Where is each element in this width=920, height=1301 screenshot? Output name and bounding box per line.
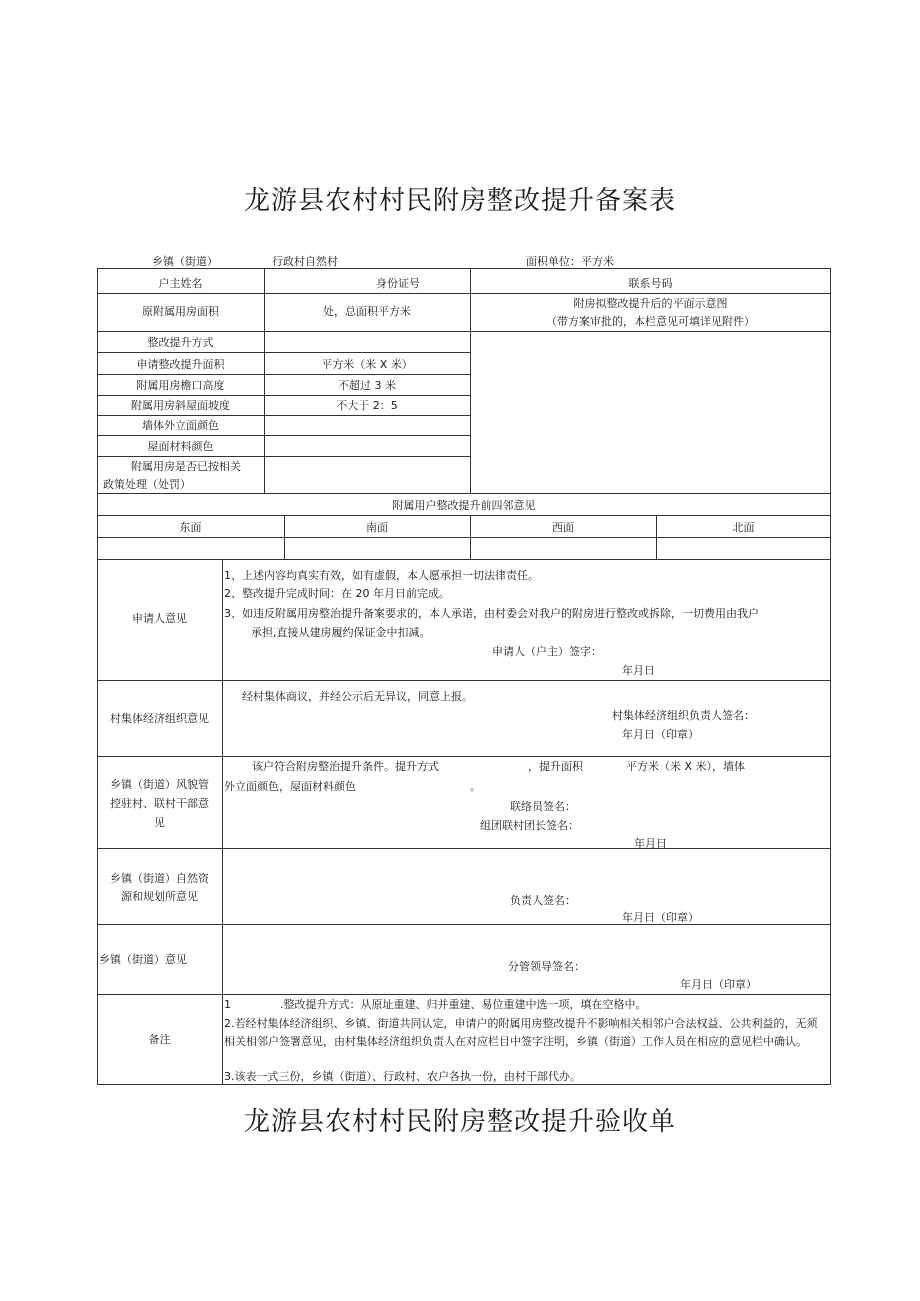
method-label: 整改提升方式 — [147, 336, 214, 349]
header-area-unit: 面积单位：平方米 — [526, 255, 614, 268]
roof-slope-label: 附属用房斜屋面坡度 — [131, 399, 230, 412]
original-area-label: 原附属用房面积 — [142, 305, 219, 318]
town-team-label-line3: 见 — [154, 816, 165, 829]
applicant-item1: 1、上述内容均真实有效，如有虚假，本人愿承担一切法律责任。 — [224, 569, 539, 582]
note3-text: 3.该表一式三份，乡镇（街道）、行政村、农户各执一份，由村干部代办。 — [224, 1070, 581, 1083]
resources-office-date: 年月日（印章） — [622, 911, 699, 924]
note1-text: .整改提升方式：从原址重建、归并重建、易位重建中选一项，填在空格中。 — [280, 998, 647, 1011]
apply-area-value[interactable]: 平方米（米 X 米） — [321, 358, 413, 371]
team-leader-signature[interactable]: 组团联村团长签名： — [480, 819, 579, 832]
town-team-text-part3: 平方米（米 X 米），墙体 — [626, 760, 746, 773]
neighbors-title: 附属用户整改提升前四邻意见 — [392, 499, 536, 512]
town-team-text-line2-end: 。 — [470, 780, 481, 793]
note2-text: 2.若经村集体经济组织、乡镇、街道共同认定，申请户的附属用房整改提升不影响相关相邻户合法权益、公共利益的，无须相关相邻户签署意见，由村集体经济组织负责人在对应栏目中签字注明，乡镇（街道）工作人员在相应的意见栏中确认。 — [224, 1017, 818, 1048]
policy-label-line2: 政策处理（处罚） — [103, 478, 191, 491]
village-collective-text: 经村集体商议，并经公示后无异议，同意上报。 — [242, 690, 473, 703]
town-team-text-part1: 该户符合附房整治提升条件。提升方式 — [252, 760, 439, 773]
plan-diagram-note: （带方案审批的，本栏意见可填详见附件） — [546, 315, 755, 328]
liaison-signature[interactable]: 联络员签名： — [510, 800, 576, 813]
eave-height-label: 附属用房檐口高度 — [136, 379, 225, 392]
resources-office-label-line1: 乡镇（街道）自然资 — [110, 872, 209, 885]
wall-color-label: 墙体外立面颜色 — [142, 419, 219, 432]
town-team-text-part2: ，提升面积 — [528, 760, 583, 773]
village-collective-signature[interactable]: 村集体经济组织负责人签名： — [612, 709, 755, 722]
resources-office-signature[interactable]: 负责人签名： — [510, 894, 576, 907]
form-title: 龙游县农村村民附房整改提升备案表 — [243, 186, 676, 216]
neighbor-south-label: 南面 — [366, 521, 388, 534]
original-area-value[interactable]: 处，总面积平方米 — [323, 305, 411, 318]
plan-diagram-title: 附房拟整改提升后的平面示意图 — [573, 297, 728, 310]
eave-height-value[interactable]: 不超过 3 米 — [338, 379, 396, 392]
neighbor-west-label: 西面 — [552, 521, 574, 534]
roof-slope-value[interactable]: 不大于 2：5 — [336, 399, 398, 412]
applicant-signature[interactable]: 申请人（户主）签字： — [492, 645, 602, 658]
note1-number: 1 — [224, 998, 231, 1011]
id-number-label: 身份证号 — [376, 277, 420, 290]
applicant-date: 年月日 — [622, 664, 655, 677]
applicant-item3-line2: 承担,直接从建房履约保证金中扣减。 — [251, 626, 431, 639]
town-team-text-line2: 外立面颜色，屋面材料颜色 — [224, 780, 356, 793]
policy-label-line1: 附属用房是否已按相关 — [131, 460, 241, 473]
town-team-date: 年月日 — [634, 837, 667, 850]
neighbor-east-label: 东面 — [179, 521, 202, 534]
apply-area-label: 申请整改提升面积 — [136, 358, 225, 371]
village-collective-date: 年月日（印章） — [622, 728, 699, 741]
resources-office-label-line2: 源和规划所意见 — [121, 890, 198, 903]
town-team-label-line2: 控驻村、联村干部意 — [110, 797, 209, 810]
village-collective-label: 村集体经济组织意见 — [110, 712, 209, 725]
town-opinion-date: 年月日（印章） — [680, 978, 757, 991]
applicant-item3-line1: 3、如违反附属用房整治提升备案要求的，本人承诺，由村委会对我户的附房进行整改或拆除，一切费用由我户 — [224, 607, 759, 620]
town-team-label-line1: 乡镇（街道）风貌管 — [110, 778, 209, 791]
roof-color-label: 屋面材料颜色 — [147, 440, 214, 453]
header-town: 乡镇（街道） — [152, 255, 218, 268]
town-opinion-signature[interactable]: 分管领导签名： — [508, 960, 585, 973]
header-village: 行政村自然村 — [272, 255, 338, 268]
acceptance-form-title: 龙游县农村村民附房整改提升验收单 — [243, 1107, 676, 1137]
applicant-label: 申请人意见 — [132, 612, 187, 625]
town-opinion-label: 乡镇（街道）意见 — [99, 953, 187, 966]
notes-label: 备注 — [148, 1033, 171, 1046]
applicant-item2: 2、整改提升完成时间：在 20 年月日前完成。 — [224, 587, 450, 600]
contact-label: 联系号码 — [628, 277, 673, 290]
owner-name-label: 户主姓名 — [158, 277, 203, 290]
neighbor-north-label: 北面 — [732, 521, 755, 534]
